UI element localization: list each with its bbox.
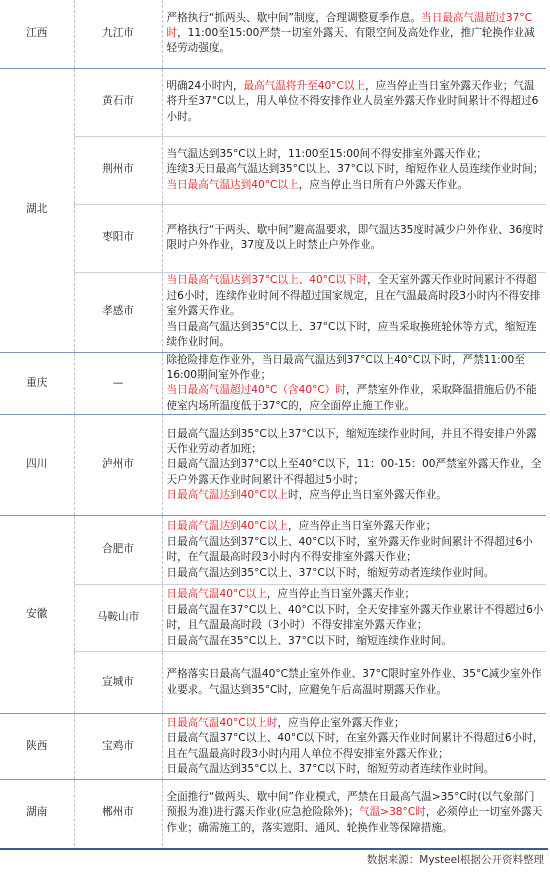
rule-cell [162,585,546,652]
rule-cell [162,780,546,846]
rule-text: 严格落实日最高气温40°C禁止室外作业、37°C限时室外作业、35°C减少室外作业要求。气温达到35°C时，应避免午后高温时期露天作业。 [166,668,542,696]
table-row [0,272,546,352]
rule-text: 明确24小时内， [166,79,244,92]
rule-text: 日最高气温达到37°C以上、40°C以下时，室外露天作业时间累计不得超过6小时，在气温最高时段3小时内不得安排室外露天作业； [166,535,533,564]
rule-text: ，严禁室外作业，采取降温措施后仍不能使室内场所温度低于37°C的，应全面停止施工作业。 [166,384,537,412]
rule-text: ，应当停止当日室外露天作业； [266,588,416,601]
table-row [0,352,546,415]
rule-text: ，应当停止室外露天作业； [277,716,405,729]
highlight-text: 日最高气温达到40°C以上 [166,489,289,502]
rule-text: 严格执行“干两头、歇中间”避高温要求，即气温达35度时减少户外作业、36度时限时户外作业，37度及以上时禁止户外作业。 [166,223,544,251]
highlight-text: 气温>38°C时 [359,806,426,819]
rule-text: 日最高气温达到37°C以上至40°C以下，11：00-15：00严禁室外露天作业，全天户外露天作业时间累计不得超过5小时； [166,458,542,486]
rule-cell [162,352,546,415]
rule-line [167,353,545,384]
city-cell: 宣城市 [74,652,162,714]
rule-cell [162,652,546,714]
rule-line [167,79,545,125]
rule-text: ，11:00至15:00严禁一切室外露天、有限空间及高处作业，推广轮换作业减轻劳动强度。 [166,27,535,55]
highlight-text: 当日最高气温达到40°C以上 [166,178,299,191]
city-cell: 泸州市 [74,415,162,516]
table-row [0,585,546,652]
city-cell: 九江市 [74,0,162,68]
table-bottom-rule [0,848,548,850]
rule-text: 日最高气温在37°C以上、40°C以下时，全天安排室外露天作业累计不得超过6小时，且气温最高时段（3小时）不得安排室外露天作业； [166,603,544,632]
table-row [0,415,546,516]
highlight-text: 日最高气温40°C以上时 [166,716,278,729]
rule-text: 日最高气温在35°C以上、37°C以下时，缩短连续作业时间。 [166,634,452,647]
rule-line [167,223,545,254]
rule-line [167,147,545,162]
rule-line [167,667,545,698]
highlight-text: 日最高气温40°C以上 [166,588,267,601]
table-row [0,652,546,714]
rule-text: ，应当停止当日室外露天作业； [288,520,437,533]
rule-text: 日最高气温达到35°C以上、37°C以下时，缩短劳动者连续作业时间。 [166,763,495,776]
highlight-text: 当日最高气温达到37°C以上、40°C以下时 [166,274,368,287]
rule-text: ，应当停止当日所有户外露天作业。 [298,178,469,191]
table-row [0,714,546,780]
province-cell: 陕西 [0,714,74,780]
province-cell: 湖北 [0,68,74,352]
rule-line [167,320,545,351]
rule-line [167,11,545,57]
rule-text: 连续3天日最高气温达到35°C以上、37°C以下时，缩短作业人员连续作业时间； [166,163,544,176]
rule-line [167,566,545,581]
city-cell: — [74,352,162,415]
city-cell: 荆州市 [74,136,162,204]
province-cell: 四川 [0,415,74,516]
city-cell: 黄石市 [74,68,162,136]
city-cell: 宝鸡市 [74,714,162,780]
rule-line [167,716,545,731]
rule-line [167,383,545,414]
rule-line [167,731,545,762]
highlight-text: 当日最高气温超过40°C（含40°C）时 [166,384,346,397]
city-cell: 枣阳市 [74,204,162,272]
highlight-text: 当日最高气温超过37°C时 [166,11,533,40]
rule-text: 日最高气温37°C以上、40°C以下时，在室外露天作业时间累计不得超过6小时，且在气温最高时段3小时内用人单位不得安排室外露天作业； [166,732,544,760]
rule-text: 严格执行“抓两头、歇中间”制度，合理调整夏季作息。 [166,11,422,24]
rule-line [167,535,545,566]
table-row [0,780,546,846]
city-cell: 孝感市 [74,272,162,352]
rule-cell [162,415,546,516]
rule-line [167,587,545,602]
rule-text: 时，应当停止当日室外露天作业。 [288,489,447,502]
rule-text: ，应当停止当日室外露天作业；气温将升至37°C以上，用人单位不得安排作业人员室外露天作业时间累计不得超过6小时。 [166,79,539,123]
rule-cell [162,714,546,780]
province-cell: 江西 [0,0,74,68]
rule-text: 日最高气温达到35°C以上、37°C以下时，缩短劳动者连续作业时间。 [166,566,495,579]
rule-line [167,634,545,649]
table-row [0,516,546,585]
rule-text: ，必须停止一切室外露天作业；确需施工的，落实遮阳、通风、轮换作业等保障措施。 [166,806,543,834]
rule-line [167,762,545,777]
rule-line [167,427,545,458]
table-row [0,68,546,136]
rule-cell [162,516,546,585]
rule-text: 除抢险排危作业外，当日最高气温达到37°C以上40°C以下时，严禁11:00至16:00期间室外作业； [166,353,525,381]
rule-line [167,457,545,488]
rule-cell [162,68,546,136]
province-cell: 安徽 [0,516,74,714]
highlight-text: 日最高气温达到40°C以上 [166,520,289,533]
table-row [0,0,546,68]
city-cell: 合肥市 [74,516,162,585]
rule-line [167,519,545,534]
rule-line [167,273,545,319]
rule-line [167,178,545,193]
city-cell: 郴州市 [74,780,162,846]
rule-cell [162,136,546,204]
source-note: 数据来源：Mysteel根据公开资料整理 [366,854,544,866]
rule-text: 当日最高气温达到35°C以上、37°C以下时，应当采取换班轮休等方式，缩短连续作业时间。 [166,320,537,349]
table-row [0,136,546,204]
rule-text: 当气温达到35°C以上时，11:00至15:00间不得安排室外露天作业； [166,147,487,160]
rule-cell [162,272,546,352]
rule-cell [162,0,546,68]
rule-line [167,790,545,836]
city-cell: 马鞍山市 [74,585,162,652]
rule-line [167,488,545,503]
rule-line [167,162,545,177]
province-cell: 湖南 [0,780,74,846]
rule-line [167,603,545,634]
highlight-text: 最高气温将升至40°C以上 [243,79,366,92]
rule-text: 全面推行“做两头、歇中间”作业模式，严禁在日最高气温>35°C时(以气象部门预报为准)进行露天作业(应急抢险除外)； [166,790,535,819]
rule-cell [162,204,546,272]
table-row [0,204,546,272]
rule-text: 日最高气温达到35°C以上37°C以下，缩短连续作业时间，并且不得安排户外露天作业劳动者加班； [166,427,537,456]
rule-text: ，全天室外露天作业时间累计不得超过6小时，连续作业时间不得超过国家规定，且在气温最高时段3小时内不得安排室外露天作业。 [166,274,541,318]
province-cell: 重庆 [0,352,74,415]
